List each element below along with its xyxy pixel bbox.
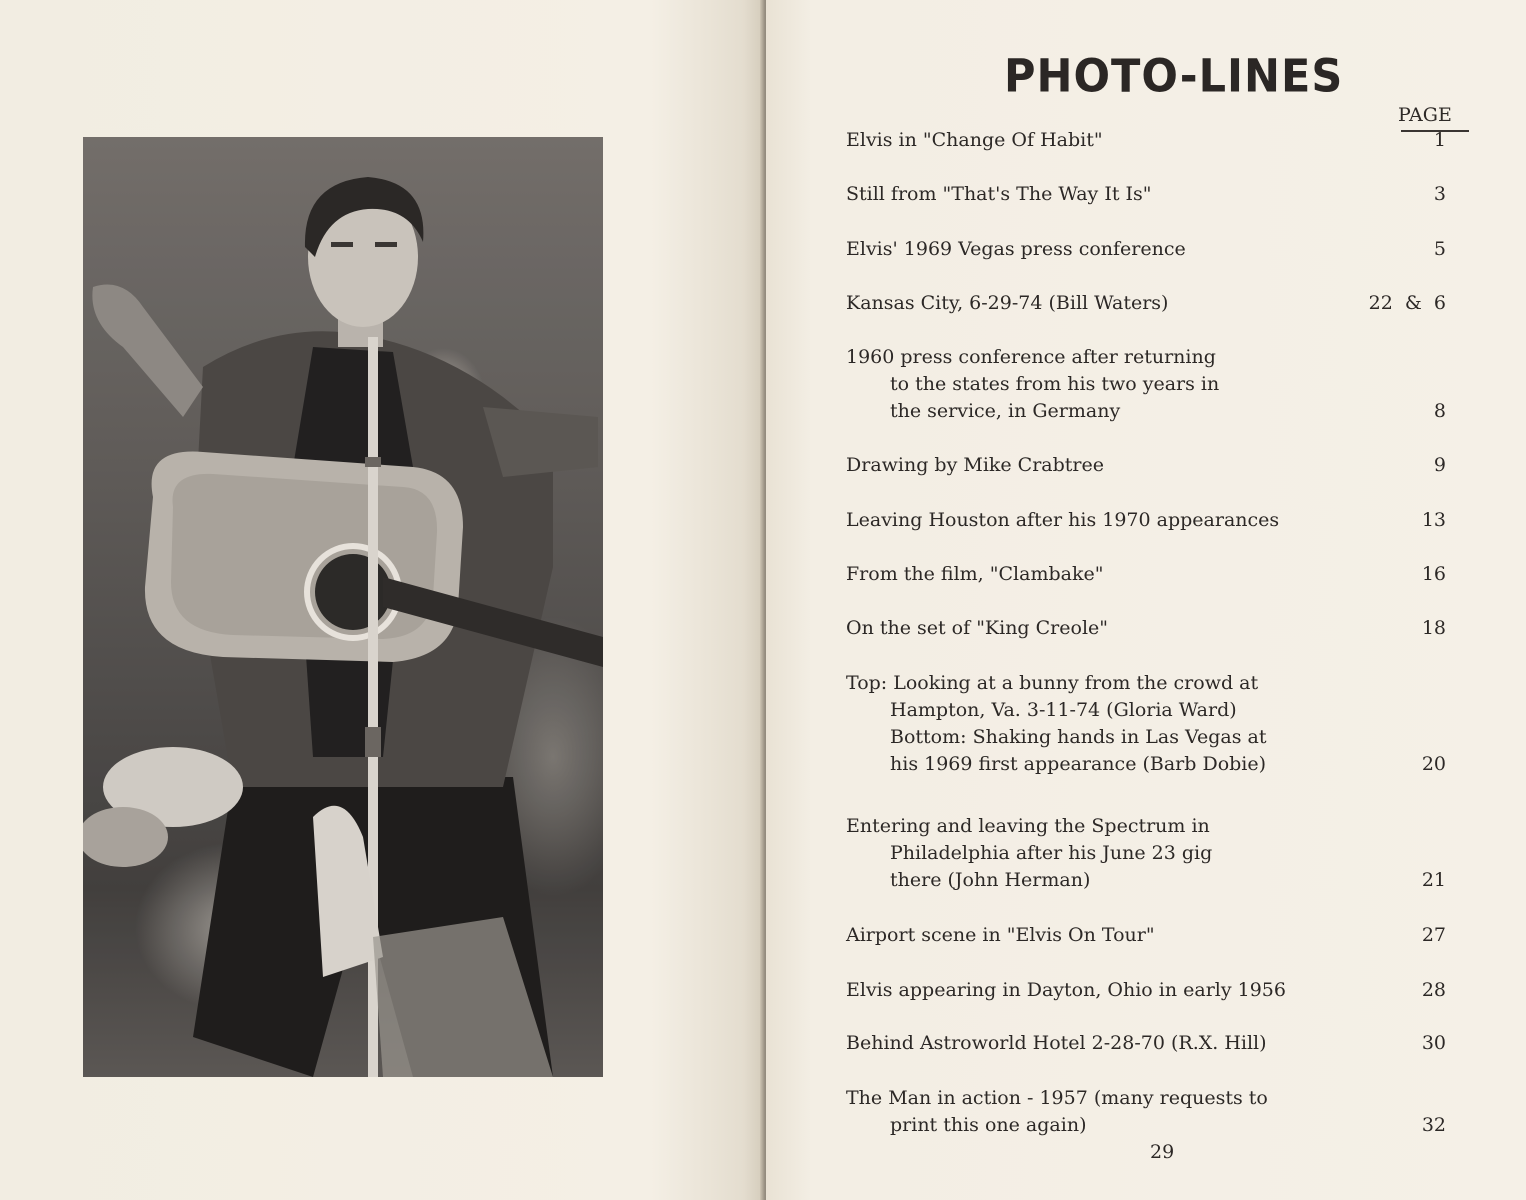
entry-text: Elvis appearing in Dayton, Ohio in early 1956 [846,979,1286,1001]
entry-page: 3 [1433,183,1446,205]
entry-text: Entering and leaving the Spectrum in [846,815,1210,837]
entry-hampton-las-vegas [846,670,1466,778]
entry-elvis-on-tour [846,922,1466,949]
entry-man-in-action [846,1085,1466,1139]
entry-text: Hampton, Va. 3-11-74 (Gloria Ward) [890,699,1237,721]
entry-spectrum-philadelphia [846,813,1466,894]
entry-king-creole [846,615,1466,642]
entry-text: Airport scene in "Elvis On Tour" [846,924,1155,946]
entry-page: 28 [1421,979,1446,1001]
entry-astroworld-hotel [846,1030,1466,1057]
entry-text: 1960 press conference after returning [846,346,1216,368]
entry-dayton-ohio [846,977,1466,1004]
entry-clambake [846,561,1466,588]
entry-text: Philadelphia after his June 23 gig [890,842,1213,864]
entry-page: 30 [1421,1032,1446,1054]
entry-text: Elvis' 1969 Vegas press conference [846,238,1186,260]
entry-text: to the states from his two years in [890,373,1220,395]
page-column-label: PAGE [1398,104,1452,126]
page-number: 29 [1150,1141,1175,1163]
entry-page: 13 [1421,509,1446,531]
entry-page: 20 [1421,753,1446,775]
entry-1960-press-conference [846,344,1466,425]
entry-leaving-houston [846,507,1466,534]
entry-text: there (John Herman) [890,869,1091,891]
entry-page: 16 [1421,563,1446,585]
entry-text: Leaving Houston after his 1970 appearances [846,509,1280,531]
entry-text: From the film, "Clambake" [846,563,1104,585]
entry-thats-the-way-it-is [846,181,1466,208]
photo-illustration-icon [83,137,603,1077]
entry-text: Behind Astroworld Hotel 2-28-70 (R.X. Hill) [846,1032,1267,1054]
entry-page: 32 [1421,1114,1446,1136]
entry-page: 1 [1433,129,1446,151]
entry-page: 9 [1433,454,1446,476]
entry-text: On the set of "King Creole" [846,617,1109,639]
entry-page: 27 [1421,924,1446,946]
entry-kansas-city [846,290,1466,317]
entry-text: Bottom: Shaking hands in Las Vegas at [890,726,1267,748]
entry-vegas-press-conference [846,236,1466,263]
entry-page: 22 & 6 [1368,292,1446,314]
right-page [766,0,1526,1200]
entry-page: 8 [1433,400,1446,422]
entry-page: 21 [1421,869,1446,891]
entry-text: his 1969 first appearance (Barb Dobie) [890,753,1267,775]
performer-photo [83,137,603,1077]
entry-text: Elvis in "Change Of Habit" [846,129,1103,151]
entry-text: The Man in action - 1957 (many requests to [846,1087,1268,1109]
entry-change-of-habit [846,127,1466,154]
entry-text: Drawing by Mike Crabtree [846,454,1105,476]
entry-page: 5 [1433,238,1446,260]
entry-text: Top: Looking at a bunny from the crowd at [846,672,1259,694]
entry-text: print this one again) [890,1114,1087,1136]
entry-text: Kansas City, 6-29-74 (Bill Waters) [846,292,1169,314]
entry-drawing-crabtree [846,452,1466,479]
entry-text: the service, in Germany [890,400,1121,422]
page-title: PHOTO-LINES [1004,50,1344,104]
entry-page: 18 [1421,617,1446,639]
entry-text: Still from "That's The Way It Is" [846,183,1152,205]
